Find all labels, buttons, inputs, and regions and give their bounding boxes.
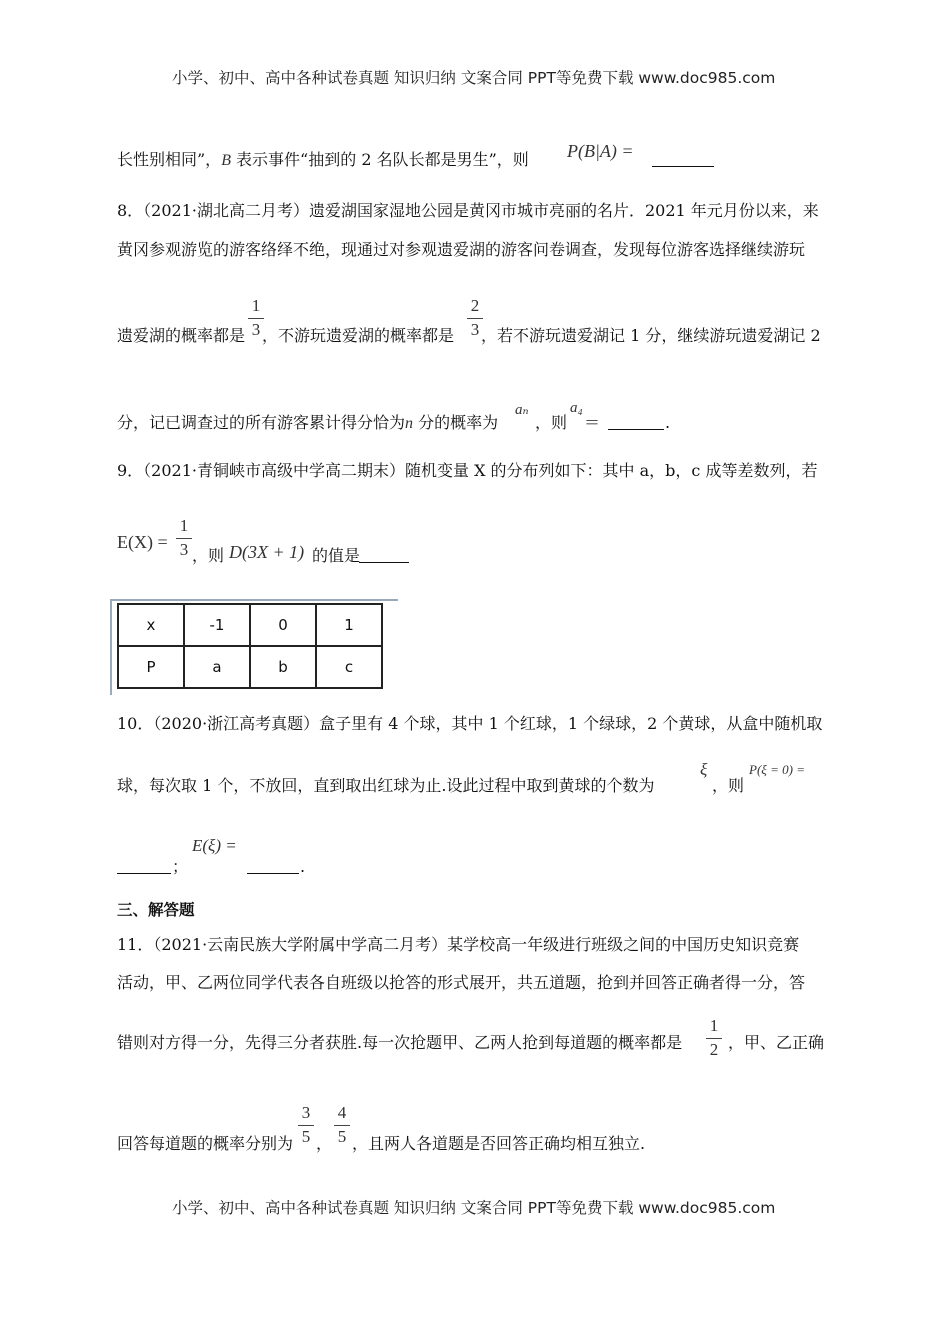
table-row — [118, 646, 382, 688]
q9-variance-expression: D(3X + 1) — [229, 542, 305, 562]
q8-var-n: n — [405, 415, 414, 432]
q10-xi: ξ — [700, 760, 708, 779]
q10-separator: ； — [172, 857, 189, 876]
q7-text-b: 表示事件“抽到的 2 名队长都是男生”，则 — [230, 150, 529, 169]
table-cell: a — [184, 646, 250, 688]
q11-f1-denominator: 5 — [301, 1127, 311, 1146]
q11-f2-numerator: 4 — [337, 1103, 347, 1122]
page-footer: 小学、初中、高中各种试卷真题 知识归纳 文案合同 PPT等免费下载 www.doc985.com — [172, 1199, 776, 1217]
q11-line-1: 11．（2021·云南民族大学附属中学高二月考）某学校高一年级进行班级之间的中国历史知识竞赛 — [117, 935, 800, 954]
q11-line-3a: 错则对方得一分，先得三分者获胜.每一次抢题甲、乙两人抢到每道题的概率都是 — [117, 1033, 683, 1052]
q11-fraction-four-fifths — [334, 1104, 350, 1146]
q8-answer-blank — [608, 415, 664, 434]
q11-line-2: 活动，甲、乙两位同学代表各自班级以抢答的形式展开，共五道题，抢到并回答正确者得一分，答 — [117, 973, 806, 992]
section-title: 三、解答题 — [117, 901, 195, 919]
q8-line-2: 黄冈参观游览的游客络绎不绝，现通过对参观遗爱湖的游客问卷调查，发现每位游客选择继续游玩 — [117, 240, 806, 259]
q8-equals: ＝ — [584, 413, 601, 432]
q11-frac-numerator: 1 — [709, 1016, 719, 1035]
q8-text-4c: ，则 — [535, 413, 568, 432]
q11-fraction-three-fifths — [298, 1104, 314, 1146]
q7-answer-blank — [652, 152, 714, 171]
q7-var-b: B — [221, 152, 231, 169]
q8-frac1-denominator: 3 — [251, 320, 261, 339]
table-cell: c — [316, 646, 382, 688]
q8-line-3c: ，若不游玩遗爱湖记 1 分，继续游玩遗爱湖记 2 — [481, 326, 821, 345]
q8-line-3b: ，不游玩遗爱湖的概率都是 — [262, 326, 455, 345]
q9-frac-numerator: 1 — [179, 516, 189, 535]
q7-text-a: 长性别相同”， — [117, 150, 222, 169]
q11-line-4b: ，且两人各道题是否回答正确均相互独立. — [352, 1134, 646, 1153]
page-header: 小学、初中、高中各种试卷真题 知识归纳 文案合同 PPT等免费下载 www.doc985.com — [172, 69, 776, 87]
q11-line-3b: ，甲、乙正确 — [728, 1033, 825, 1052]
q9-expectation: E(X) = — [117, 532, 168, 552]
q11-frac-denominator: 2 — [709, 1040, 719, 1059]
q8-a-n: aₙ — [515, 402, 529, 418]
q9-answer-blank — [359, 548, 409, 567]
q10-line-2a: 球，每次取 1 个，不放回，直到取出红球为止.设此过程中取到黄球的个数为 — [117, 776, 655, 795]
q10-period: . — [300, 857, 306, 876]
q8-line-4a — [117, 413, 498, 434]
table-cell: b — [250, 646, 316, 688]
q8-frac2-denominator: 3 — [470, 320, 480, 339]
q11-line-4-sep: ， — [316, 1134, 333, 1153]
q9-line-1: 9．（2021·青铜峡市高级中学高二期末）随机变量 X 的分布列如下：其中 a，b，c 成等差数列，若 — [117, 461, 818, 480]
q11-f2-denominator: 5 — [337, 1127, 347, 1146]
table-cell: -1 — [184, 604, 250, 646]
q11-f1-numerator: 3 — [301, 1103, 311, 1122]
distribution-table — [117, 603, 383, 689]
q8-line-1: 8．（2021·湖北高二月考）遗爱湖国家湿地公园是黄冈市城市亮丽的名片．2021 年元月份以来，来 — [117, 201, 819, 220]
table-cell: 1 — [316, 604, 382, 646]
q9-fraction-one-third — [176, 517, 192, 559]
q8-frac1-numerator: 1 — [251, 296, 261, 315]
q9-text-a: ，则 — [192, 546, 225, 565]
q7-line — [117, 150, 529, 171]
q8-frac2-numerator: 2 — [470, 296, 480, 315]
q10-line-2b: ，则 — [712, 776, 745, 795]
table-row — [118, 604, 382, 646]
q10-answer-blank-1 — [117, 859, 171, 878]
table-cell: P — [118, 646, 184, 688]
q10-line-1: 10．（2020·浙江高考真题）盒子里有 4 个球，其中 1 个红球，1 个绿球，2 个黄球，从盒中随机取 — [117, 714, 823, 733]
q11-fraction-one-half — [706, 1017, 722, 1059]
q8-a-4: a₄ — [570, 400, 583, 416]
q8-text-4a: 分，记已调查过的所有游客累计得分恰为 — [117, 413, 406, 432]
q10-e-xi-expression: E(ξ) = — [192, 836, 237, 855]
q9-frac-denominator: 3 — [179, 540, 189, 559]
q8-text-4b: 分的概率为 — [413, 413, 499, 432]
q10-answer-blank-2 — [247, 859, 299, 878]
table-cell: x — [118, 604, 184, 646]
q8-line-3a: 遗爱湖的概率都是 — [117, 326, 246, 345]
q10-p-xi-expression: P(ξ = 0) = — [749, 762, 805, 777]
q9-text-b: 的值是 — [312, 546, 361, 565]
q7-probability-expression: P(B|A) = — [567, 141, 634, 161]
q11-line-4a: 回答每道题的概率分别为 — [117, 1134, 294, 1153]
table-cell: 0 — [250, 604, 316, 646]
q8-period: . — [665, 413, 671, 432]
